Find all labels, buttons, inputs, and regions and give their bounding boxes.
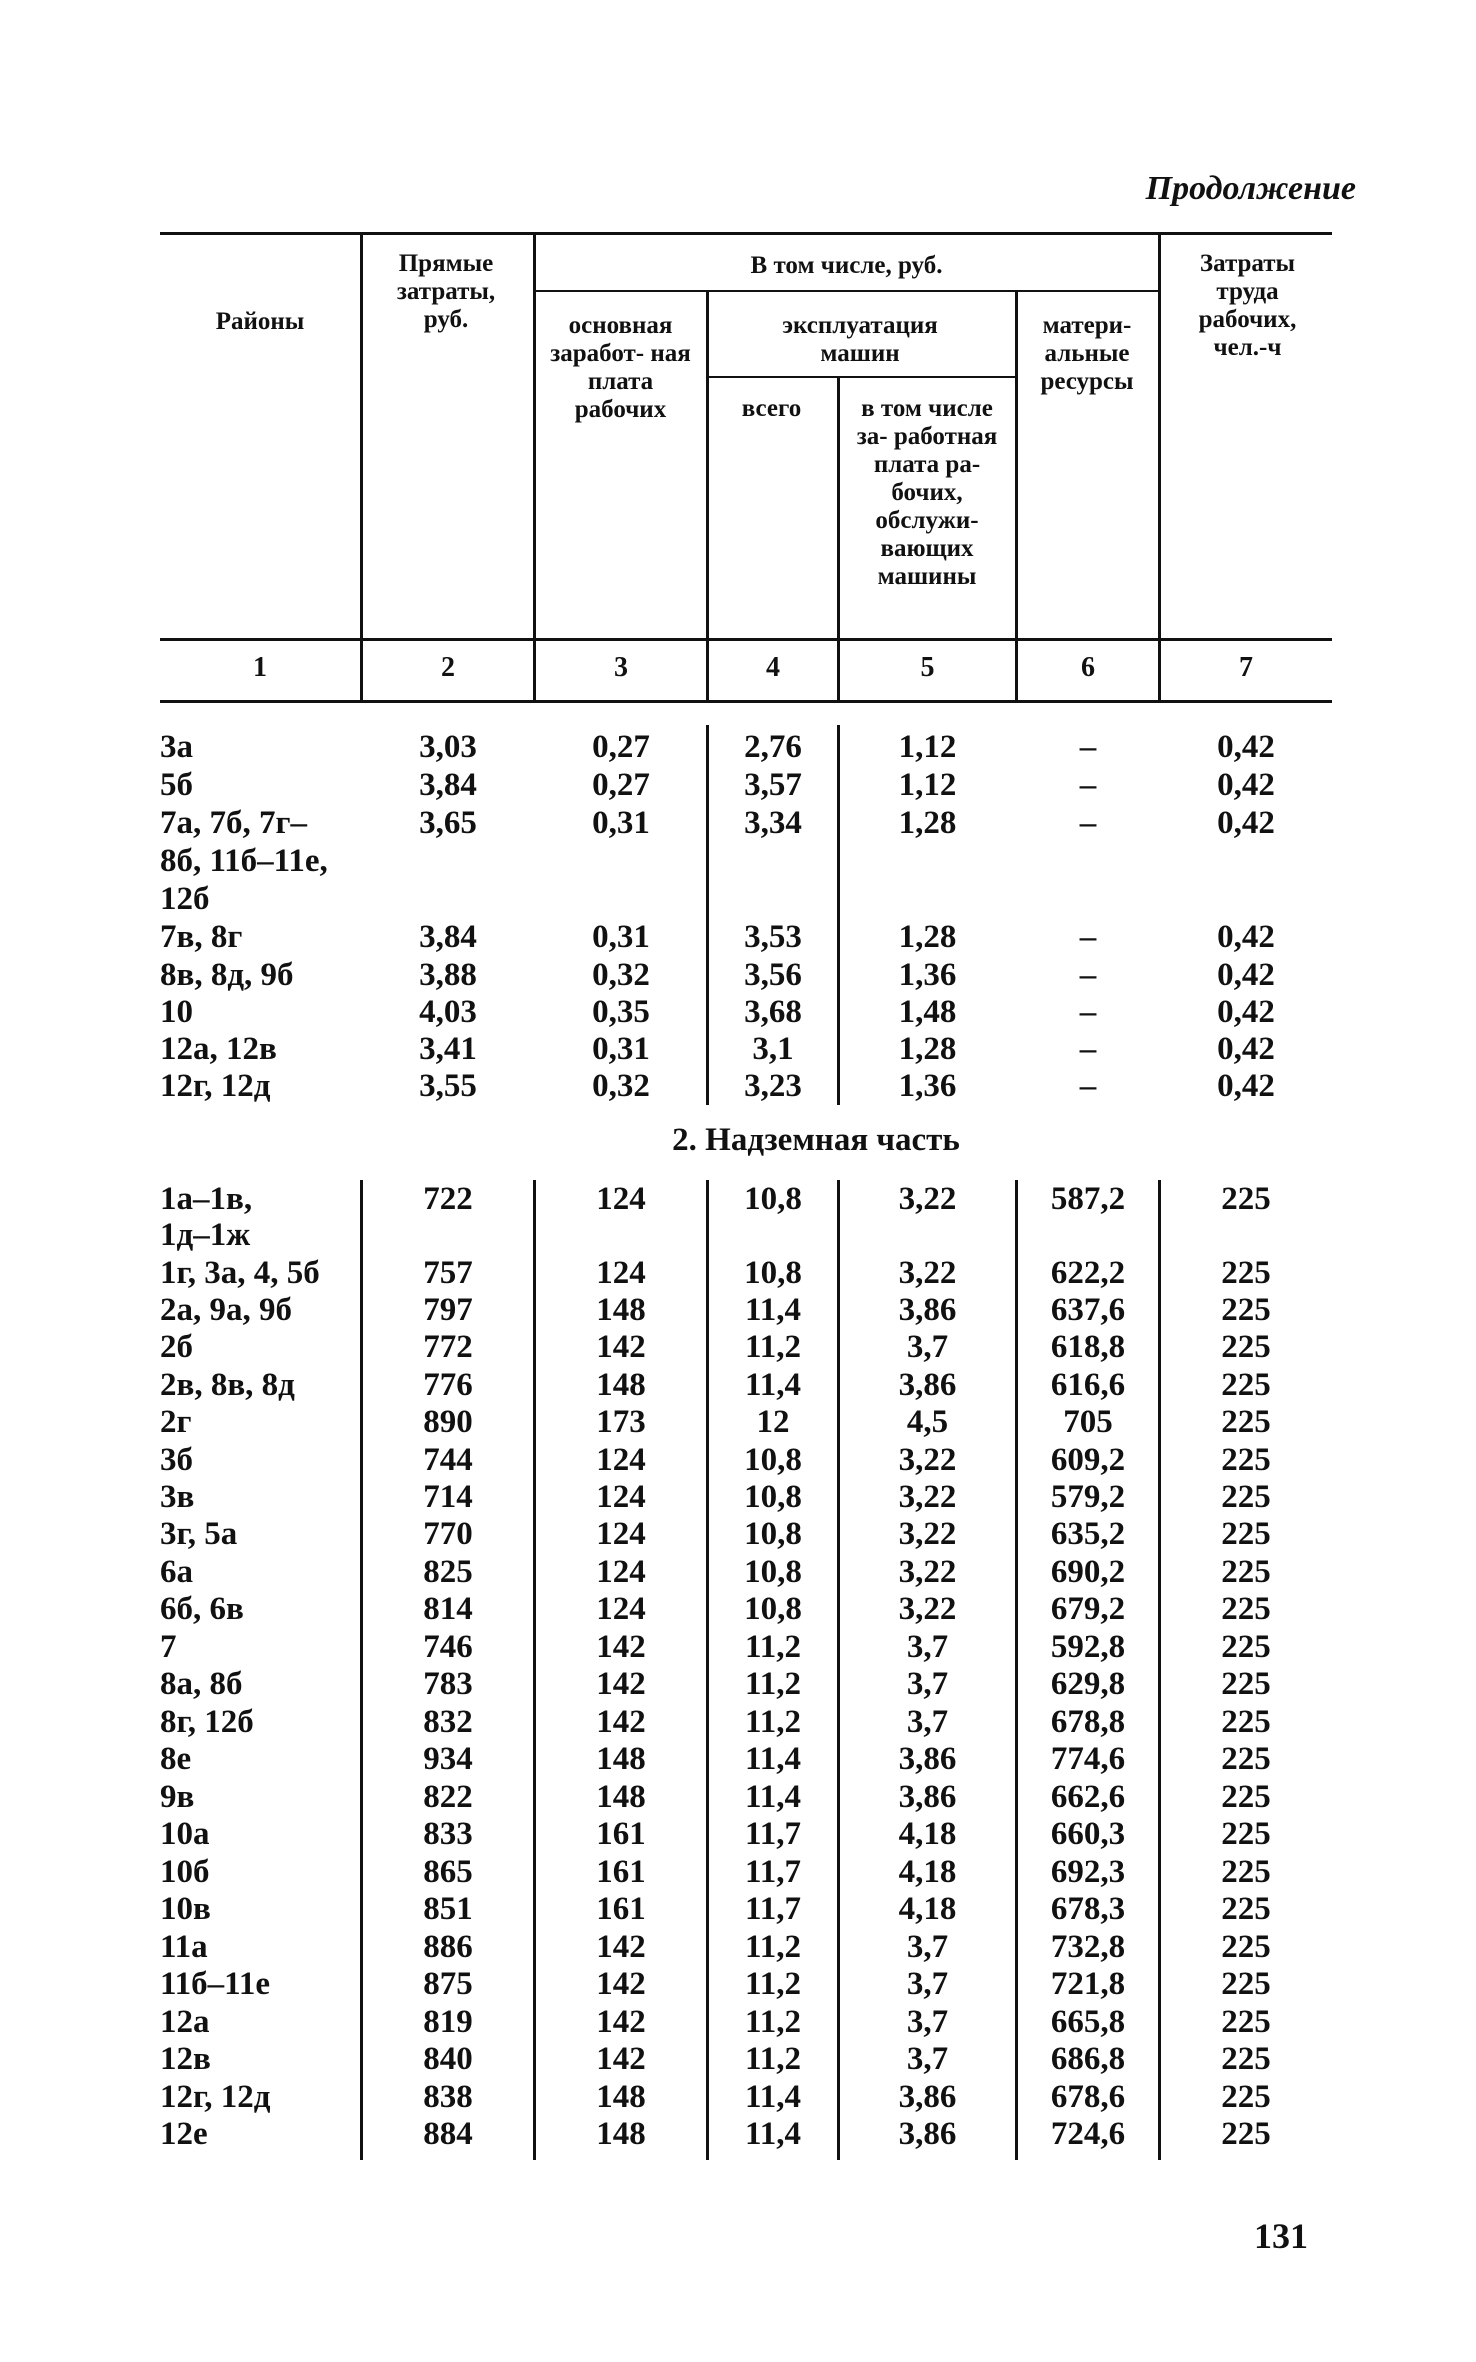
region-cell: 12в — [160, 2041, 211, 2077]
region-cell: 10в — [160, 1891, 211, 1927]
machines-total-cell: 10,8 — [744, 1554, 802, 1590]
machine-wage-cell: 1,48 — [898, 994, 957, 1030]
table-row — [0, 1478, 1476, 1516]
machine-wage-cell: 3,86 — [898, 1292, 957, 1328]
machine-wage-cell: 4,18 — [898, 1891, 957, 1927]
labor-cell: 225 — [1221, 1292, 1271, 1328]
region-continuation: 8б, 11б–11е, — [160, 843, 328, 879]
labor-cell: 0,42 — [1217, 805, 1275, 841]
region-cell: 6б, 6в — [160, 1591, 244, 1627]
labor-cell: 225 — [1221, 1854, 1271, 1890]
table-row — [0, 1890, 1476, 1928]
labor-cell: 225 — [1221, 1404, 1271, 1440]
machine-wage-cell: 3,86 — [898, 1367, 957, 1403]
labor-cell: 225 — [1221, 1591, 1271, 1627]
region-cell: 5б — [160, 767, 193, 803]
base-wage-cell: 0,35 — [592, 994, 650, 1030]
machines-total-cell: 3,34 — [744, 805, 802, 841]
materials-cell: – — [1079, 729, 1097, 765]
table-row — [0, 804, 1476, 842]
machines-total-cell: 10,8 — [744, 1591, 802, 1627]
machine-wage-cell: 3,22 — [898, 1479, 957, 1515]
materials-cell: 724,6 — [1050, 2116, 1126, 2152]
labor-cell: 0,42 — [1217, 767, 1275, 803]
materials-cell: 665,8 — [1050, 2004, 1126, 2040]
header-machines-total: всего — [741, 395, 802, 422]
direct-costs-cell: 851 — [423, 1891, 473, 1927]
base-wage-cell: 148 — [596, 2116, 646, 2152]
base-wage-cell: 142 — [596, 2004, 646, 2040]
base-wage-cell: 161 — [596, 1816, 646, 1852]
base-wage-cell: 0,31 — [592, 805, 650, 841]
region-cell: 6а — [160, 1554, 193, 1590]
table-row — [0, 918, 1476, 956]
labor-cell: 225 — [1221, 1666, 1271, 1702]
machines-total-cell: 11,2 — [745, 1966, 801, 2002]
machines-total-cell: 3,57 — [744, 767, 802, 803]
direct-costs-cell: 3,84 — [419, 919, 477, 955]
direct-costs-cell: 875 — [423, 1966, 473, 2002]
base-wage-cell: 124 — [596, 1554, 646, 1590]
machine-wage-cell: 3,86 — [898, 2116, 957, 2152]
region-cell: 8г, 12б — [160, 1704, 254, 1740]
region-continuation: 12б — [160, 881, 210, 917]
column-number: 3 — [614, 652, 628, 683]
materials-cell: 662,6 — [1050, 1779, 1126, 1815]
header-labor: Затраты труда рабочих, чел.-ч — [1198, 250, 1297, 361]
machines-total-cell: 3,56 — [744, 957, 802, 993]
machine-wage-cell: 3,7 — [906, 1666, 949, 1702]
base-wage-cell: 161 — [596, 1854, 646, 1890]
region-cell: 1а–1в, — [160, 1181, 253, 1217]
labor-cell: 225 — [1221, 1255, 1271, 1291]
direct-costs-cell: 840 — [423, 2041, 473, 2077]
table-row — [0, 1553, 1476, 1591]
table-row — [0, 1965, 1476, 2003]
machine-wage-cell: 3,7 — [906, 1629, 949, 1665]
labor-cell: 0,42 — [1217, 1031, 1275, 1067]
base-wage-cell: 161 — [596, 1891, 646, 1927]
region-cell: 3г, 5а — [160, 1516, 238, 1552]
base-wage-cell: 142 — [596, 1629, 646, 1665]
machine-wage-cell: 3,86 — [898, 2079, 957, 2115]
machines-total-cell: 3,68 — [744, 994, 802, 1030]
header-regions: Районы — [215, 308, 305, 335]
materials-cell: 692,3 — [1050, 1854, 1126, 1890]
machines-total-cell: 10,8 — [744, 1516, 802, 1552]
labor-cell: 225 — [1221, 1704, 1271, 1740]
base-wage-cell: 142 — [596, 1666, 646, 1702]
machines-total-cell: 11,4 — [745, 1367, 801, 1403]
machine-wage-cell: 1,28 — [898, 1031, 957, 1067]
table-row — [0, 956, 1476, 994]
labor-cell: 225 — [1221, 1629, 1271, 1665]
machines-total-cell: 11,4 — [745, 2079, 801, 2115]
direct-costs-cell: 886 — [423, 1929, 473, 1965]
column-number: 1 — [253, 652, 267, 683]
materials-cell: 774,6 — [1050, 1741, 1126, 1777]
materials-cell: – — [1079, 994, 1097, 1030]
column-number: 5 — [920, 652, 935, 683]
machines-total-cell: 10,8 — [744, 1479, 802, 1515]
base-wage-cell: 142 — [596, 1966, 646, 2002]
base-wage-cell: 148 — [596, 1292, 646, 1328]
region-cell: 2а, 9а, 9б — [160, 1292, 292, 1328]
region-cell: 7в, 8г — [160, 919, 243, 955]
machines-total-cell: 11,4 — [745, 1779, 801, 1815]
direct-costs-cell: 814 — [423, 1591, 473, 1627]
machine-wage-cell: 1,28 — [898, 919, 957, 955]
column-number: 4 — [766, 652, 780, 683]
machines-total-cell: 11,2 — [745, 1666, 801, 1702]
base-wage-cell: 0,31 — [592, 1031, 650, 1067]
region-cell: 11а — [160, 1929, 208, 1965]
base-wage-cell: 124 — [596, 1591, 646, 1627]
direct-costs-cell: 744 — [423, 1442, 473, 1478]
machines-total-cell: 10,8 — [744, 1181, 802, 1217]
machine-wage-cell: 3,22 — [898, 1442, 957, 1478]
direct-costs-cell: 770 — [423, 1516, 473, 1552]
materials-cell: 679,2 — [1050, 1591, 1126, 1627]
direct-costs-cell: 783 — [423, 1666, 473, 1702]
direct-costs-cell: 722 — [423, 1181, 473, 1217]
labor-cell: 0,42 — [1217, 919, 1275, 955]
materials-cell: 637,6 — [1050, 1292, 1126, 1328]
base-wage-cell: 173 — [596, 1404, 646, 1440]
labor-cell: 225 — [1221, 1929, 1271, 1965]
labor-cell: 225 — [1221, 1367, 1271, 1403]
region-cell: 12г, 12д — [160, 2079, 271, 2115]
table-row — [0, 1328, 1476, 1366]
machines-total-cell: 3,1 — [752, 1031, 794, 1067]
base-wage-cell: 124 — [596, 1516, 646, 1552]
machine-wage-cell: 3,7 — [906, 1966, 949, 2002]
table-row — [0, 2040, 1476, 2078]
base-wage-cell: 142 — [596, 1704, 646, 1740]
materials-cell: 635,2 — [1050, 1516, 1126, 1552]
direct-costs-cell: 3,41 — [419, 1031, 477, 1067]
direct-costs-cell: 3,55 — [419, 1068, 477, 1104]
region-cell: 8а, 8б — [160, 1666, 243, 1702]
table-row — [0, 1366, 1476, 1404]
labor-cell: 0,42 — [1217, 729, 1275, 765]
machine-wage-cell: 3,22 — [898, 1516, 957, 1552]
direct-costs-cell: 825 — [423, 1554, 473, 1590]
header-machine-operation: эксплуатация машин — [782, 312, 938, 367]
direct-costs-cell: 3,84 — [419, 767, 477, 803]
region-cell: 12а, 12в — [160, 1031, 277, 1067]
table-row — [0, 1590, 1476, 1628]
machines-total-cell: 2,76 — [744, 729, 802, 765]
labor-cell: 225 — [1221, 1516, 1271, 1552]
machine-wage-cell: 1,36 — [898, 957, 957, 993]
table-row — [0, 1778, 1476, 1816]
machine-wage-cell: 3,86 — [898, 1779, 957, 1815]
table-row — [0, 766, 1476, 804]
machine-wage-cell: 3,22 — [898, 1554, 957, 1590]
labor-cell: 225 — [1221, 1181, 1271, 1217]
direct-costs-cell: 3,88 — [419, 957, 477, 993]
direct-costs-cell: 838 — [423, 2079, 473, 2115]
table-row — [0, 1815, 1476, 1853]
region-cell: 8в, 8д, 9б — [160, 957, 294, 993]
table-row — [0, 1441, 1476, 1479]
machines-header-rule — [706, 376, 1015, 378]
machines-total-cell: 11,4 — [745, 1292, 801, 1328]
direct-costs-cell: 3,65 — [419, 805, 477, 841]
column-number: 2 — [441, 652, 455, 683]
region-cell: 10 — [160, 994, 193, 1030]
labor-cell: 225 — [1221, 1779, 1271, 1815]
direct-costs-cell: 797 — [423, 1292, 473, 1328]
labor-cell: 225 — [1221, 2004, 1271, 2040]
machine-wage-cell: 3,22 — [898, 1255, 957, 1291]
header-divider-6 — [1158, 232, 1161, 701]
materials-cell: 592,8 — [1050, 1629, 1126, 1665]
labor-cell: 225 — [1221, 2079, 1271, 2115]
machine-wage-cell: 3,7 — [906, 1329, 949, 1365]
header-base-wage: основная заработ- ная плата рабочих — [550, 312, 691, 423]
table-top-rule — [160, 232, 1332, 235]
labor-cell: 0,42 — [1217, 957, 1275, 993]
machines-total-cell: 11,2 — [745, 2041, 801, 2077]
direct-costs-cell: 890 — [423, 1404, 473, 1440]
materials-cell: 609,2 — [1050, 1442, 1126, 1478]
table-row — [0, 1254, 1476, 1292]
region-cell: 11б–11е — [160, 1966, 271, 2002]
direct-costs-cell: 3,03 — [419, 729, 477, 765]
region-cell: 2в, 8в, 8д — [160, 1367, 295, 1403]
base-wage-cell: 0,27 — [592, 729, 650, 765]
machines-total-cell: 10,8 — [744, 1255, 802, 1291]
region-cell: 8е — [160, 1741, 192, 1777]
machines-total-cell: 11,2 — [745, 2004, 801, 2040]
labor-cell: 225 — [1221, 2116, 1271, 2152]
labor-cell: 225 — [1221, 1741, 1271, 1777]
base-wage-cell: 0,27 — [592, 767, 650, 803]
base-wage-cell: 0,32 — [592, 1068, 650, 1104]
column-number: 7 — [1239, 652, 1253, 683]
region-cell: 3а — [160, 729, 193, 765]
materials-cell: – — [1079, 1068, 1097, 1104]
direct-costs-cell: 934 — [423, 1741, 473, 1777]
region-cell: 2б — [160, 1329, 193, 1365]
machine-wage-cell: 1,28 — [898, 805, 957, 841]
direct-costs-cell: 833 — [423, 1816, 473, 1852]
materials-cell: – — [1079, 919, 1097, 955]
table-row — [0, 1180, 1476, 1218]
labor-cell: 0,42 — [1217, 1068, 1275, 1104]
region-cell: 9в — [160, 1779, 195, 1815]
labor-cell: 225 — [1221, 1479, 1271, 1515]
materials-cell: 629,8 — [1050, 1666, 1126, 1702]
region-cell: 3в — [160, 1479, 195, 1515]
materials-cell: 616,6 — [1050, 1367, 1126, 1403]
header-machine-operator-wage: в том числе за- работная плата ра- бочих, обслужи- вающих машины — [856, 395, 998, 590]
machines-total-cell: 11,2 — [745, 1704, 801, 1740]
materials-cell: 721,8 — [1050, 1966, 1126, 2002]
labor-cell: 225 — [1221, 2041, 1271, 2077]
header-bottom-rule — [160, 638, 1332, 641]
table-row — [0, 1853, 1476, 1891]
machine-wage-cell: 4,5 — [906, 1404, 949, 1440]
direct-costs-cell: 819 — [423, 2004, 473, 2040]
region-cell: 1г, 3а, 4, 5б — [160, 1255, 320, 1291]
table-row — [0, 1515, 1476, 1553]
base-wage-cell: 0,31 — [592, 919, 650, 955]
table-row — [0, 1928, 1476, 1966]
machine-wage-cell: 3,22 — [898, 1591, 957, 1627]
region-continuation: 1д–1ж — [160, 1217, 251, 1253]
region-cell: 12е — [160, 2116, 208, 2152]
materials-cell: 678,6 — [1050, 2079, 1126, 2115]
materials-cell: – — [1079, 1031, 1097, 1067]
labor-cell: 225 — [1221, 1554, 1271, 1590]
direct-costs-cell: 746 — [423, 1629, 473, 1665]
direct-costs-cell: 884 — [423, 2116, 473, 2152]
table-row — [0, 1628, 1476, 1666]
table-row — [0, 728, 1476, 766]
page-number: 131 — [1254, 2216, 1308, 2256]
labor-cell: 0,42 — [1217, 994, 1275, 1030]
column-numbers-rule — [160, 700, 1332, 703]
machines-total-cell: 11,4 — [745, 2116, 801, 2152]
table-row — [0, 1665, 1476, 1703]
direct-costs-cell: 772 — [423, 1329, 473, 1365]
machines-total-cell: 10,8 — [744, 1442, 802, 1478]
region-cell: 7а, 7б, 7г– — [160, 805, 307, 841]
base-wage-cell: 0,32 — [592, 957, 650, 993]
direct-costs-cell: 4,03 — [419, 994, 477, 1030]
base-wage-cell: 124 — [596, 1442, 646, 1478]
machine-wage-cell: 3,7 — [906, 1704, 949, 1740]
region-cell: 3б — [160, 1442, 193, 1478]
machines-total-cell: 11,2 — [745, 1329, 801, 1365]
base-wage-cell: 142 — [596, 1929, 646, 1965]
header-materials: матери- альные ресурсы — [1040, 312, 1134, 395]
labor-cell: 225 — [1221, 1816, 1271, 1852]
labor-cell: 225 — [1221, 1891, 1271, 1927]
materials-cell: 732,8 — [1050, 1929, 1126, 1965]
materials-cell: – — [1079, 957, 1097, 993]
table-row — [0, 1067, 1476, 1105]
materials-cell: – — [1079, 805, 1097, 841]
machine-wage-cell: 3,86 — [898, 1741, 957, 1777]
materials-cell: 705 — [1063, 1404, 1113, 1440]
machine-wage-cell: 4,18 — [898, 1816, 957, 1852]
materials-cell: 618,8 — [1050, 1329, 1126, 1365]
base-wage-cell: 142 — [596, 1329, 646, 1365]
machines-total-cell: 11,4 — [745, 1741, 801, 1777]
machines-total-cell: 12 — [756, 1404, 790, 1440]
machine-wage-cell: 3,7 — [906, 2004, 949, 2040]
machine-wage-cell: 4,18 — [898, 1854, 957, 1890]
base-wage-cell: 124 — [596, 1255, 646, 1291]
region-cell: 7 — [160, 1629, 177, 1665]
column-number: 6 — [1081, 652, 1095, 683]
machine-wage-cell: 3,22 — [898, 1181, 957, 1217]
machines-total-cell: 3,23 — [744, 1068, 802, 1104]
base-wage-cell: 148 — [596, 1779, 646, 1815]
direct-costs-cell: 714 — [423, 1479, 473, 1515]
direct-costs-cell: 776 — [423, 1367, 473, 1403]
materials-cell: 579,2 — [1050, 1479, 1126, 1515]
table-row — [0, 1030, 1476, 1068]
region-cell: 2г — [160, 1404, 192, 1440]
continuation-label: Продолжение — [1145, 170, 1356, 207]
materials-cell: – — [1079, 767, 1097, 803]
machines-total-cell: 11,2 — [745, 1929, 801, 1965]
materials-cell: 587,2 — [1050, 1181, 1126, 1217]
machines-total-cell: 11,2 — [745, 1629, 801, 1665]
table-row — [0, 1740, 1476, 1778]
materials-cell: 690,2 — [1050, 1554, 1126, 1590]
header-divider-2 — [533, 232, 536, 701]
machine-wage-cell: 1,12 — [898, 767, 957, 803]
direct-costs-cell: 865 — [423, 1854, 473, 1890]
table-row — [0, 2078, 1476, 2116]
group-header-rule — [533, 290, 1160, 292]
machines-total-cell: 11,7 — [745, 1891, 801, 1927]
region-cell: 10б — [160, 1854, 210, 1890]
base-wage-cell: 124 — [596, 1479, 646, 1515]
header-direct-costs: Прямые затраты, руб. — [396, 250, 496, 333]
table-row — [0, 2115, 1476, 2153]
region-cell: 12а — [160, 2004, 210, 2040]
region-cell: 10а — [160, 1816, 210, 1852]
header-including-group: В том числе, руб. — [750, 252, 943, 279]
direct-costs-cell: 757 — [423, 1255, 473, 1291]
base-wage-cell: 142 — [596, 2041, 646, 2077]
machine-wage-cell: 1,36 — [898, 1068, 957, 1104]
base-wage-cell: 148 — [596, 2079, 646, 2115]
table-row — [0, 2003, 1476, 2041]
materials-cell: 678,3 — [1050, 1891, 1126, 1927]
materials-cell: 678,8 — [1050, 1704, 1126, 1740]
machines-total-cell: 3,53 — [744, 919, 802, 955]
machines-total-cell: 11,7 — [745, 1816, 801, 1852]
labor-cell: 225 — [1221, 1966, 1271, 2002]
machines-total-cell: 11,7 — [745, 1854, 801, 1890]
machine-wage-cell: 3,7 — [906, 2041, 949, 2077]
materials-cell: 622,2 — [1050, 1255, 1126, 1291]
table-row — [0, 1403, 1476, 1441]
region-cell: 12г, 12д — [160, 1068, 271, 1104]
header-divider-5 — [1015, 290, 1018, 701]
header-divider-1 — [360, 232, 363, 701]
materials-cell: 686,8 — [1050, 2041, 1126, 2077]
base-wage-cell: 148 — [596, 1367, 646, 1403]
table-row — [0, 1291, 1476, 1329]
machine-wage-cell: 1,12 — [898, 729, 957, 765]
labor-cell: 225 — [1221, 1329, 1271, 1365]
direct-costs-cell: 832 — [423, 1704, 473, 1740]
base-wage-cell: 124 — [596, 1181, 646, 1217]
table-row — [0, 993, 1476, 1031]
labor-cell: 225 — [1221, 1442, 1271, 1478]
section-title: 2. Надземная часть — [672, 1122, 960, 1158]
table-row — [0, 1703, 1476, 1741]
direct-costs-cell: 822 — [423, 1779, 473, 1815]
materials-cell: 660,3 — [1050, 1816, 1126, 1852]
base-wage-cell: 148 — [596, 1741, 646, 1777]
header-divider-3 — [706, 290, 709, 701]
machine-wage-cell: 3,7 — [906, 1929, 949, 1965]
